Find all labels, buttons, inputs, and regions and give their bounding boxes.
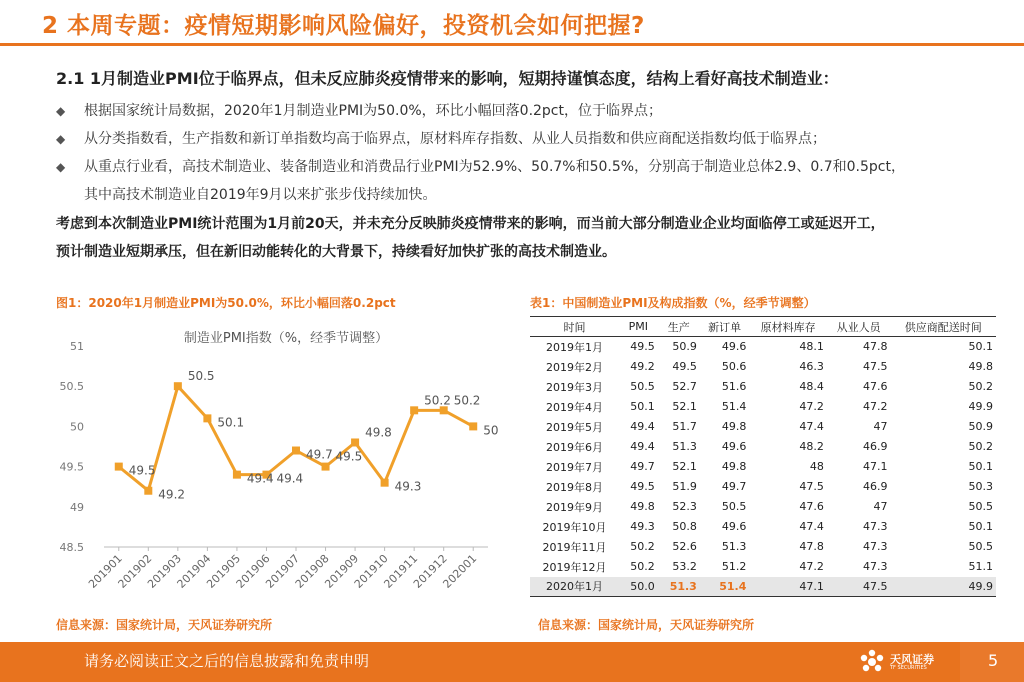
table-cell: 52.3 bbox=[672, 500, 697, 513]
table-cell: 47.3 bbox=[862, 560, 888, 573]
table-cell: 49.8 bbox=[721, 460, 747, 473]
data-label: 50.5 bbox=[187, 369, 215, 384]
data-point bbox=[115, 463, 123, 471]
x-tick-label: 201908 bbox=[292, 551, 332, 591]
table-row bbox=[530, 497, 996, 517]
table-cell: 46.3 bbox=[799, 360, 824, 373]
data-point bbox=[410, 406, 418, 414]
data-point bbox=[381, 479, 389, 487]
table-header-cell: 从业人员 bbox=[836, 320, 881, 334]
table-cell: 49.8 bbox=[721, 420, 747, 433]
bullet-item bbox=[56, 100, 662, 120]
table-cell: 51.3 bbox=[672, 440, 697, 453]
table-cell: 47.4 bbox=[799, 420, 824, 433]
table-cell: 47.2 bbox=[799, 400, 824, 413]
table-cell: 47.5 bbox=[862, 579, 888, 593]
table-cell: 51.6 bbox=[721, 380, 747, 393]
table-cell: 47.8 bbox=[799, 540, 824, 553]
table-cell: 2019年10月 bbox=[542, 520, 607, 534]
table-header-cell: 时间 bbox=[563, 320, 586, 334]
table-cell: 2019年5月 bbox=[545, 420, 603, 434]
x-tick-label: 201905 bbox=[204, 551, 244, 591]
table-row bbox=[530, 517, 996, 537]
table-cell: 50.5 bbox=[721, 500, 747, 513]
table-header-cell: 原材料库存 bbox=[760, 320, 816, 334]
brand-name: 天风证券 bbox=[890, 653, 934, 666]
table-cell: 52.6 bbox=[672, 540, 697, 553]
y-tick-label: 50 bbox=[70, 420, 84, 434]
y-tick-label: 49 bbox=[70, 500, 84, 514]
x-tick-label: 201902 bbox=[115, 551, 155, 591]
data-point bbox=[322, 463, 330, 471]
x-tick-label: 201909 bbox=[322, 551, 362, 591]
table-cell: 52.7 bbox=[672, 380, 697, 393]
table-cell: 49.7 bbox=[630, 460, 655, 473]
table-cell: 50.2 bbox=[630, 560, 655, 573]
table-cell: 49.9 bbox=[968, 579, 993, 593]
table-row bbox=[530, 397, 996, 417]
table-cell: 2020年1月 bbox=[545, 580, 603, 594]
table-cell: 50.9 bbox=[672, 340, 697, 354]
table-cell: 47.3 bbox=[862, 540, 888, 553]
y-tick-label: 51 bbox=[70, 340, 84, 353]
table-header-cell: PMI bbox=[628, 320, 649, 333]
x-tick-label: 201910 bbox=[351, 551, 391, 591]
page-title: 2 本周专题：疫情短期影响风险偏好，投资机会如何把握? bbox=[42, 13, 645, 39]
table-row bbox=[530, 477, 996, 497]
table-cell: 53.2 bbox=[672, 560, 697, 573]
data-point bbox=[203, 414, 211, 422]
bullet-text: 从重点行业看，高技术制造业、装备制造业和消费品行业PMI为52.9%、50.7%和50.5%，分别高于制造业总体2.9、0.7和0.5pct， bbox=[84, 159, 905, 175]
table-cell: 50.2 bbox=[968, 440, 993, 453]
table-cell: 50.8 bbox=[672, 520, 697, 533]
data-point bbox=[351, 438, 359, 446]
table-cell: 49.8 bbox=[968, 360, 993, 373]
table-row bbox=[530, 537, 996, 557]
footer-bar bbox=[0, 642, 1024, 682]
table-cell: 50.1 bbox=[968, 460, 993, 473]
y-tick-label: 49.5 bbox=[59, 460, 84, 474]
figure-caption: 图1：2020年1月制造业PMI为50.0%，环比小幅回落0.2pct bbox=[56, 296, 396, 310]
diamond-bullet-icon: ◆ bbox=[56, 160, 66, 174]
data-label: 49.4 bbox=[276, 471, 304, 486]
data-label: 49.8 bbox=[365, 425, 392, 440]
table-cell: 2019年3月 bbox=[545, 380, 603, 394]
table-cell: 48.2 bbox=[799, 440, 824, 453]
page-number: 5 bbox=[988, 651, 999, 670]
table-cell: 50.9 bbox=[968, 420, 993, 433]
table-row bbox=[530, 337, 996, 357]
table-caption: 表1：中国制造业PMI及构成指数（%，经季节调整） bbox=[530, 296, 816, 310]
table-row bbox=[530, 577, 996, 597]
table-cell: 2019年12月 bbox=[542, 560, 607, 574]
data-point bbox=[292, 447, 300, 455]
table-cell: 50.1 bbox=[968, 520, 993, 533]
x-axis bbox=[86, 547, 488, 591]
flower-logo-icon bbox=[858, 648, 886, 676]
table-cell: 50.5 bbox=[968, 500, 993, 513]
data-point bbox=[440, 406, 448, 414]
chart-title: 制造业PMI指数（%，经季节调整） bbox=[183, 331, 389, 346]
table-cell: 50.6 bbox=[721, 360, 747, 373]
data-label: 49.7 bbox=[306, 447, 333, 462]
table-cell: 50.5 bbox=[630, 380, 655, 393]
data-label: 49.3 bbox=[394, 479, 422, 494]
y-tick-label: 50.5 bbox=[59, 380, 84, 394]
data-point bbox=[144, 487, 152, 495]
table-cell: 51.3 bbox=[669, 579, 697, 593]
table-cell: 46.9 bbox=[862, 480, 888, 493]
bullet-text: 根据国家统计局数据，2020年1月制造业PMI为50.0%，环比小幅回落0.2pct，位于临界点； bbox=[84, 103, 662, 119]
table-cell: 47.2 bbox=[862, 400, 888, 413]
figure-source: 信息来源：国家统计局，天风证券研究所 bbox=[56, 618, 273, 632]
table-cell: 50.1 bbox=[968, 340, 993, 354]
x-tick-label: 201907 bbox=[263, 551, 303, 591]
table-cell: 50.3 bbox=[968, 480, 993, 493]
data-label: 49.2 bbox=[158, 487, 186, 502]
bullet-text: 从分类指数看，生产指数和新订单指数均高于临界点，原材料库存指数、从业人员指数和供应商配送指数均低于临界点； bbox=[84, 131, 826, 147]
table-cell: 49.9 bbox=[968, 400, 993, 413]
y-axis bbox=[60, 340, 85, 554]
table-cell: 52.1 bbox=[672, 460, 697, 473]
table-cell: 2019年2月 bbox=[545, 360, 603, 374]
table-cell: 49.7 bbox=[721, 480, 747, 493]
table-cell: 49.4 bbox=[630, 420, 655, 433]
table-cell: 47 bbox=[873, 500, 888, 513]
table-cell: 49.5 bbox=[672, 360, 697, 373]
data-label: 49.5 bbox=[335, 449, 363, 464]
table-header-cell: 供应商配送时间 bbox=[904, 320, 982, 334]
x-tick-label: 201903 bbox=[145, 551, 184, 591]
table-cell: 49.8 bbox=[630, 500, 655, 513]
table-cell: 50.5 bbox=[968, 540, 993, 553]
bullet-item bbox=[56, 156, 905, 176]
table-cell: 50.1 bbox=[630, 400, 655, 413]
table-cell: 48.1 bbox=[799, 340, 824, 354]
table-cell: 50.0 bbox=[630, 579, 655, 593]
bullet-text-continued: 其中高技术制造业自2019年9月以来扩张步伐持续加快。 bbox=[84, 187, 437, 203]
table-cell: 49.4 bbox=[630, 440, 655, 453]
brand-name-en: TF SECURITIES bbox=[890, 665, 927, 671]
table-row bbox=[530, 437, 996, 457]
x-tick-label: 201906 bbox=[233, 551, 273, 591]
table-cell: 50.2 bbox=[630, 540, 655, 553]
pmi-line-chart bbox=[56, 318, 499, 608]
table-cell: 49.5 bbox=[630, 340, 655, 354]
data-label: 50.2 bbox=[453, 393, 481, 408]
section-subtitle: 2.1 1月制造业PMI位于临界点，但未反应肺炎疫情带来的影响，短期持谨慎态度，结构上看好高技术制造业： bbox=[56, 69, 839, 88]
table-cell: 47.3 bbox=[862, 520, 888, 533]
data-label: 50 bbox=[483, 423, 499, 438]
data-point bbox=[469, 422, 477, 430]
pmi-components-table bbox=[530, 316, 996, 597]
summary-line: 预计制造业短期承压，但在新旧动能转化的大背景下，持续看好加快扩张的高技术制造业。 bbox=[56, 244, 616, 260]
data-label: 49.5 bbox=[128, 463, 156, 478]
data-label: 50.2 bbox=[424, 393, 451, 408]
table-cell: 49.6 bbox=[721, 440, 747, 453]
table-cell: 47.1 bbox=[799, 579, 824, 593]
x-tick-label: 201911 bbox=[381, 551, 421, 591]
table-cell: 46.9 bbox=[862, 440, 888, 453]
table-header-row bbox=[530, 317, 996, 337]
table-cell: 2019年4月 bbox=[545, 400, 603, 414]
table-cell: 47.2 bbox=[799, 560, 824, 573]
table-row bbox=[530, 377, 996, 397]
summary-line: 考虑到本次制造业PMI统计范围为1月前20天，并未充分反映肺炎疫情带来的影响，而当前大部分制造业企业均面临停工或延迟开工， bbox=[56, 216, 885, 232]
data-label: 50.1 bbox=[217, 415, 245, 430]
table-cell: 51.9 bbox=[672, 480, 697, 493]
table-row bbox=[530, 557, 996, 577]
table-row bbox=[530, 417, 996, 437]
table-cell: 47 bbox=[873, 420, 888, 433]
table-row bbox=[530, 457, 996, 477]
table-cell: 52.1 bbox=[672, 400, 697, 413]
header-bar bbox=[0, 0, 1024, 46]
bullet-item bbox=[56, 128, 826, 148]
table-cell: 47.5 bbox=[799, 480, 824, 493]
table-header-cell: 新订单 bbox=[708, 320, 742, 334]
table-cell: 47.6 bbox=[862, 380, 888, 393]
table-cell: 2019年1月 bbox=[545, 340, 603, 354]
table-cell: 51.4 bbox=[719, 579, 747, 593]
table-cell: 50.2 bbox=[968, 380, 993, 393]
table-cell: 51.3 bbox=[721, 540, 747, 553]
data-label-layer bbox=[129, 369, 499, 502]
x-tick-label: 201912 bbox=[410, 551, 450, 591]
table-cell: 47.1 bbox=[862, 460, 888, 473]
table-cell: 47.4 bbox=[799, 520, 824, 533]
x-tick-label: 201901 bbox=[85, 551, 125, 591]
table-source: 信息来源：国家统计局，天风证券研究所 bbox=[538, 618, 755, 632]
table-cell: 51.7 bbox=[672, 420, 697, 433]
footer-disclaimer: 请务必阅读正文之后的信息披露和免责申明 bbox=[84, 652, 370, 670]
brand-logo bbox=[858, 646, 944, 678]
diamond-bullet-icon: ◆ bbox=[56, 104, 66, 118]
data-label: 49.4 bbox=[246, 471, 274, 486]
table-cell: 49.2 bbox=[630, 360, 655, 373]
table-cell: 2019年8月 bbox=[545, 480, 603, 494]
table-cell: 51.2 bbox=[721, 560, 747, 573]
table-cell: 49.6 bbox=[721, 340, 747, 354]
header-divider bbox=[0, 43, 1024, 46]
table-cell: 2019年11月 bbox=[542, 540, 607, 554]
table-cell: 47.5 bbox=[862, 360, 888, 373]
diamond-bullet-icon: ◆ bbox=[56, 132, 66, 146]
y-tick-label: 48.5 bbox=[59, 541, 84, 554]
table-cell: 49.6 bbox=[721, 520, 747, 533]
table-cell: 51.4 bbox=[721, 400, 747, 413]
table-cell: 49.3 bbox=[630, 520, 655, 533]
table-cell: 2019年6月 bbox=[545, 440, 603, 454]
table-cell: 48 bbox=[809, 460, 824, 473]
table-cell: 47.6 bbox=[799, 500, 824, 513]
table-cell: 49.5 bbox=[630, 480, 655, 493]
x-tick-label: 202001 bbox=[440, 551, 480, 591]
table-cell: 51.1 bbox=[968, 560, 993, 573]
data-point bbox=[233, 471, 241, 479]
table-cell: 2019年7月 bbox=[545, 460, 603, 474]
table-cell: 48.4 bbox=[799, 380, 824, 393]
table-cell: 2019年9月 bbox=[545, 500, 603, 514]
table-cell: 47.8 bbox=[862, 340, 888, 354]
x-tick-label: 201904 bbox=[174, 551, 214, 591]
data-point bbox=[174, 382, 182, 390]
table-header-cell: 生产 bbox=[667, 320, 690, 334]
table-row bbox=[530, 357, 996, 377]
